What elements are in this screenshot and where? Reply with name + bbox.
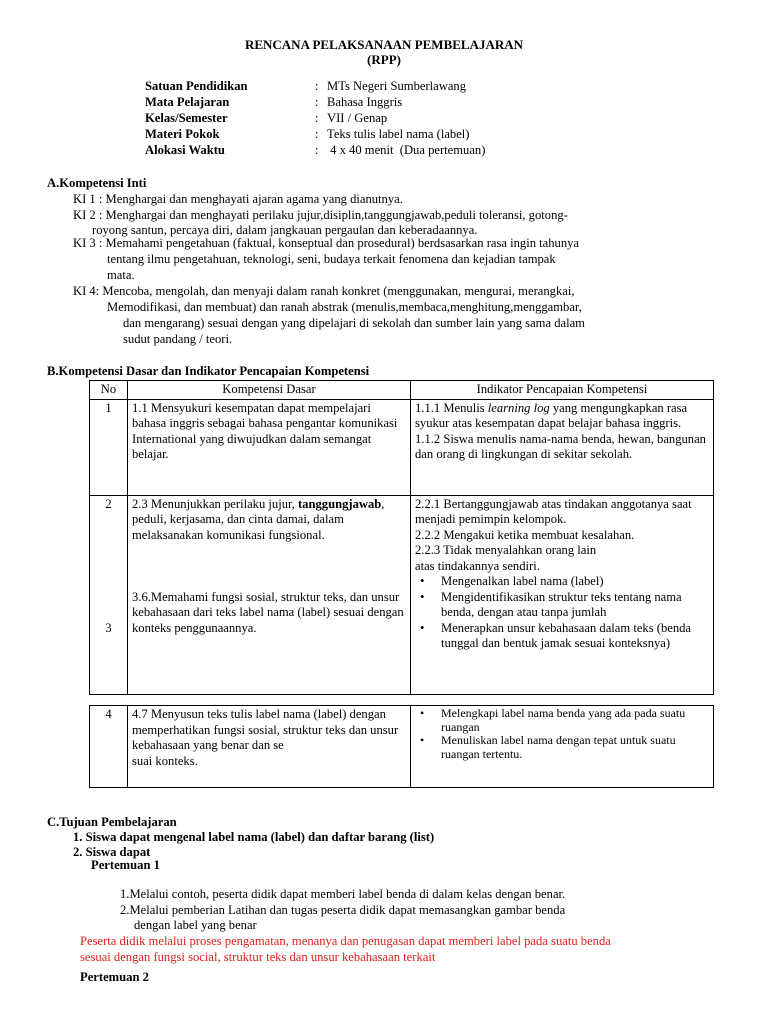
kd-cell [128, 495, 411, 694]
kd-text [132, 497, 406, 544]
indikator-list [415, 574, 709, 652]
meta-colon: : [315, 95, 319, 109]
indikator-prefix: 1.1.1 Menulis [415, 400, 488, 415]
list-item: • Menerapkan unsur kebahasaan dalam teks (benda tunggal dan bentuk jamak sesuai konteksnya) [415, 621, 709, 652]
meta-colon: : [315, 79, 319, 93]
header-kd: Kompetensi Dasar [128, 381, 411, 400]
kd-text: suai konteks. [132, 753, 198, 768]
red-objective-cont: sesuai dengan fungsi social, struktur teks dan unsur kebahasaan terkait [80, 950, 436, 964]
tujuan-point: 1.Melalui contoh, peserta didik dapat memberi label benda di dalam kelas dengan benar. [120, 887, 566, 901]
kd-table [89, 380, 714, 695]
meta-value-materi: Teks tulis label nama (label) [327, 127, 470, 141]
list-item: • Melengkapi label nama benda yang ada pada suatu ruangan [415, 707, 709, 734]
row-number-3: 3 [105, 620, 112, 635]
indikator-emphasis: learning log [487, 400, 550, 415]
indikator-cell [411, 706, 714, 788]
indikator-text: atas tindakannya sendiri. [415, 558, 540, 573]
section-c-heading: C.Tujuan Pembelajaran [47, 815, 177, 829]
tujuan-item-2: 2. Siswa dapat [73, 845, 151, 859]
ki2-text-cont: royong santun, percaya diri, dalam jangkauan pergaulan dan keberadaannya. [92, 223, 478, 237]
indikator-suffix: yang mengungkapkan rasa syukur atas kesempatan dapat belajar bahasa inggris. [415, 400, 688, 430]
meta-value-mapel: Bahasa Inggris [327, 95, 403, 109]
document-title: RENCANA PELAKSANAAN PEMBELAJARAN [244, 37, 524, 52]
indikator-text: 2.2.2 Mengakui ketika membuat kesalahan. [415, 527, 635, 542]
meta-label-alokasi: Alokasi Waktu [145, 143, 225, 157]
kd-cell: 1.1 Mensyukuri kesempatan dapat mempelajari bahasa inggris sebagai bahasa pengantar komunikasi International yang diwujudkan dalam semangat belajar. [128, 399, 411, 495]
list-item: • Menuliskan label nama dengan tepat untuk suatu ruangan tertentu. [415, 734, 709, 761]
meta-value-alokasi: 4 x 40 menit (Dua pertemuan) [327, 143, 486, 157]
pertemuan-1-heading: Pertemuan 1 [91, 858, 160, 872]
kd-suffix: , peduli, kerjasama, dan cinta damai, dalam melaksanakan komunikasi fungsional. [132, 496, 385, 542]
indikator-text [415, 401, 709, 432]
table-row [90, 399, 714, 495]
ki1-text: KI 1 : Menghargai dan menghayati ajaran agama yang dianutnya. [73, 192, 403, 206]
document-subtitle: (RPP) [367, 52, 401, 67]
table-row [90, 495, 714, 694]
indikator-cell [411, 399, 714, 495]
tujuan-point: 2.Melalui pemberian Latihan dan tugas peserta didik dapat memasangkan gambar benda [120, 903, 566, 917]
meta-colon: : [315, 143, 319, 157]
kd-prefix: 2.3 Menunjukkan perilaku jujur, [132, 496, 298, 511]
ki4-text-cont: sudut pandang / teori. [123, 332, 233, 346]
header-no: No [90, 381, 128, 400]
indikator-text: 2.2.1 Bertanggungjawab atas tindakan anggotanya saat menjadi pemimpin kelompok. [415, 496, 692, 526]
ki3-text-cont: tentang ilmu pengetahuan, teknologi, seni, budaya terkait fenomena dan kejadian tampak [107, 252, 556, 266]
ki3-text: KI 3 : Memahami pengetahuan (faktual, konseptual dan prosedural) berdsasarkan rasa ingin tahunya [73, 236, 580, 250]
indikator-cell [411, 495, 714, 694]
list-item: • Mengenalkan label nama (label) [415, 574, 709, 590]
meta-label-materi: Materi Pokok [145, 127, 220, 141]
row-number-2: 2 [105, 496, 112, 511]
tujuan-point-cont: dengan label yang benar [134, 918, 257, 932]
section-b-heading: B.Kompetensi Dasar dan Indikator Pencapaian Kompetensi [47, 364, 370, 378]
tujuan-item-1: 1. Siswa dapat mengenal label nama (label) dan daftar barang (list) [73, 830, 435, 844]
row-number: 1 [90, 399, 128, 495]
header-indikator: Indikator Pencapaian Kompetensi [411, 381, 714, 400]
indikator-list [415, 707, 709, 761]
kd-bold-word: tanggungjawab [297, 496, 382, 511]
table-header-row [90, 381, 714, 400]
meta-value-satuan: MTs Negeri Sumberlawang [327, 79, 467, 93]
pertemuan-2-heading: Pertemuan 2 [80, 970, 149, 984]
kd-text: 4.7 Menyusun teks tulis label nama (label) dengan memperhatikan fungsi sosial, struktur teks dan unsur kebahasaan yang benar dan se [132, 707, 399, 752]
section-a-heading: A.Kompetensi Inti [47, 176, 147, 190]
meta-label-satuan: Satuan Pendidikan [145, 79, 248, 93]
meta-value-kelas: VII / Genap [327, 111, 388, 125]
row-number [90, 495, 128, 694]
indikator-text: 2.2.3 Tidak menyalahkan orang lain [415, 543, 597, 557]
ki3-text-cont: mata. [107, 268, 135, 282]
meta-colon: : [315, 111, 319, 125]
kd-table-2 [89, 705, 714, 788]
list-item: • Mengidentifikasikan struktur teks tentang nama benda, dengan atau tanpa jumlah [415, 590, 709, 621]
ki4-text-cont: Memodifikasi, dan membuat) dan ranah abstrak (menulis,membaca,menghitung,menggambar, [107, 300, 582, 314]
kd-text: 3.6.Memahami fungsi sosial, struktur teks, dan unsur kebahasaan dari teks label nama (label) sesuai dengan konteks penggunaannya. [132, 589, 404, 635]
ki4-text-cont: dan mengarang) sesuai dengan yang dipelajari di sekolah dan sumber lain yang sama dalam [123, 316, 585, 330]
meta-label-mapel: Mata Pelajaran [145, 95, 230, 109]
table-row [90, 706, 714, 788]
meta-colon: : [315, 127, 319, 141]
kd-cell [128, 706, 411, 788]
ki4-text: KI 4: Mencoba, mengolah, dan menyaji dalam ranah konkret (menggunakan, mengurai, merangkai, [73, 284, 575, 298]
meta-label-kelas: Kelas/Semester [145, 111, 228, 125]
row-number: 4 [90, 706, 128, 788]
indikator-text: 1.1.2 Siswa menulis nama-nama benda, hewan, bangunan dan orang di lingkungan di sekitar sekolah. [415, 431, 706, 461]
red-objective: Peserta didik melalui proses pengamatan, menanya dan penugasan dapat memberi label pada suatu benda [80, 934, 611, 948]
ki2-text: KI 2 : Menghargai dan menghayati perilaku jujur,disiplin,tanggungjawab,peduli toleransi, gotong- [73, 208, 568, 222]
